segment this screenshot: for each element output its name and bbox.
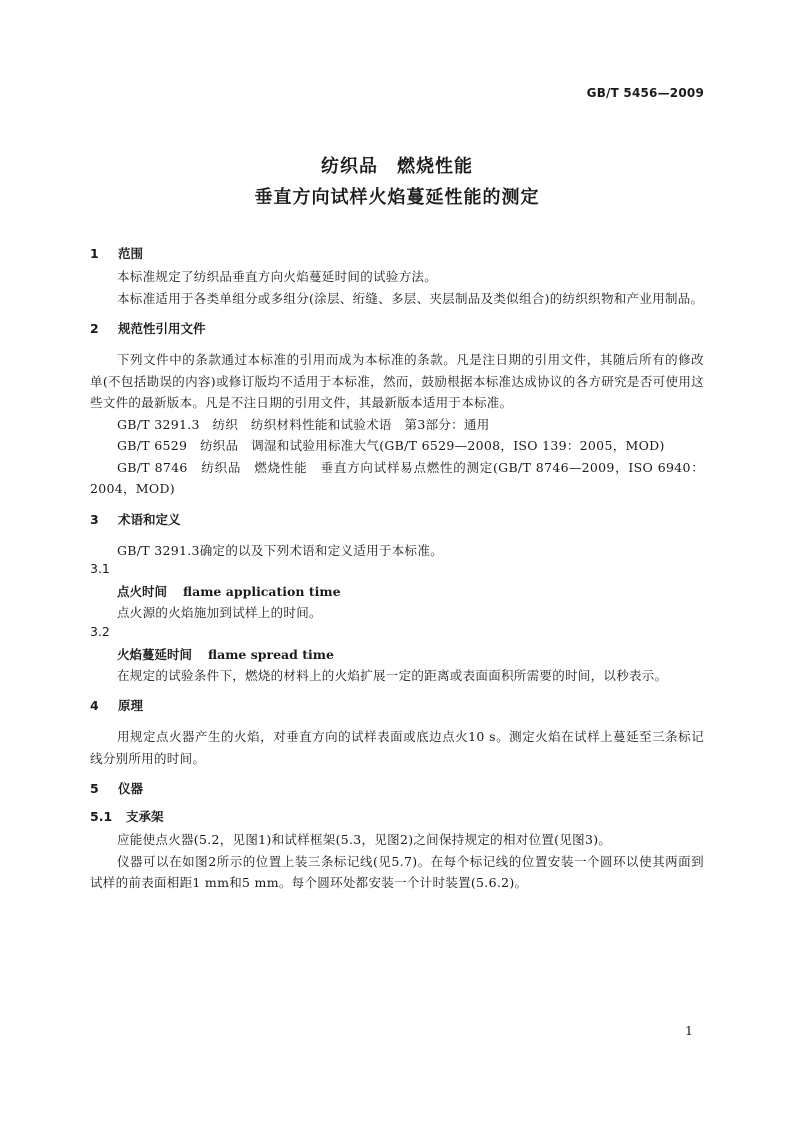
term-number: 3.2	[90, 623, 110, 639]
subsection-number: 5.1	[90, 809, 113, 824]
normative-reference: GB/T 6529 纺织品 调湿和试验用标准大气(GB/T 6529—2008，ISO 139：2005，MOD)	[117, 438, 665, 453]
term-chinese: 点火时间	[117, 584, 168, 599]
section-1-heading	[90, 246, 704, 262]
term-entry	[90, 644, 704, 665]
term-english: flame application time	[183, 584, 341, 599]
section-title: 范围	[118, 246, 144, 261]
section-number: 3	[90, 511, 99, 527]
term-number: 3.1	[90, 561, 110, 576]
paragraph: 用规定点火器产生的火焰，对垂直方向的试样表面或底边点火10 s。测定火焰在试样上蔓延至三条标记线分别所用的时间。	[90, 729, 704, 766]
term-english: flame spread time	[208, 646, 334, 662]
section-title: 仪器	[118, 781, 144, 796]
standard-code: GB/T 5456—2009	[586, 86, 704, 100]
section-title: 术语和定义	[118, 511, 181, 527]
paragraph: 仪器可以在如图2所示的位置上装三条标记线(见5.7)。在每个标记线的位置安装一个圆环以使其两面到试样的前表面相距1 mm和5 mm。每个圆环处都安装一个计时装置(5.6.2)。	[90, 853, 704, 890]
section-3-heading	[90, 512, 704, 528]
section-2-heading	[90, 321, 704, 337]
paragraph: 本标准适用于各类单组分或多组分(涂层、绗缝、多层、夹层制品及类似组合)的纺织织物和产业用制品。	[117, 290, 704, 306]
title-line-2: 垂直方向试样火焰蔓延性能的测定	[254, 187, 540, 208]
document-body	[90, 246, 704, 894]
section-5-heading	[90, 781, 704, 797]
term-definition: 点火源的火焰施加到试样上的时间。	[117, 605, 322, 620]
term-chinese: 火焰蔓延时间	[117, 646, 193, 662]
page-number: 1	[685, 1023, 693, 1038]
normative-reference: GB/T 3291.3 纺织 纺织材料性能和试验术语 第3部分：通用	[117, 416, 490, 432]
term-entry	[90, 581, 704, 602]
section-title: 规范性引用文件	[118, 321, 206, 336]
section-number: 2	[90, 321, 99, 336]
subsection-5-1-heading	[90, 809, 704, 825]
subsection-title: 支承架	[126, 809, 164, 824]
normative-reference: GB/T 8746 纺织品 燃烧性能 垂直方向试样易点燃性的测定(GB/T 8746—2009，ISO 6940：2004，MOD)	[90, 459, 704, 496]
paragraph: GB/T 3291.3确定的以及下列术语和定义适用于本标准。	[117, 542, 443, 558]
section-number: 4	[90, 698, 99, 713]
term-definition: 在规定的试验条件下，燃烧的材料上的火焰扩展一定的距离或表面面积所需要的时间，以秒表示。	[117, 667, 668, 683]
section-number: 1	[90, 246, 99, 261]
section-title: 原理	[118, 698, 144, 713]
section-4-heading	[90, 698, 704, 714]
paragraph: 本标准规定了纺织品垂直方向火焰蔓延时间的试验方法。	[117, 269, 438, 284]
section-number: 5	[90, 781, 99, 796]
paragraph: 应能使点火器(5.2，见图1)和试样框架(5.3，见图2)之间保持规定的相对位置(见图3)。	[117, 832, 612, 847]
paragraph: 下列文件中的条款通过本标准的引用而成为本标准的条款。凡是注日期的引用文件，其随后所有的修改单(不包括勘误的内容)或修订版均不适用于本标准，然而，鼓励根据本标准达成协议的各方研究是否可使用这些文件的最新版本。凡是不注日期的引用文件，其最新版本适用于本标准。	[90, 352, 704, 410]
title-line-1: 纺织品 燃烧性能	[321, 156, 473, 177]
